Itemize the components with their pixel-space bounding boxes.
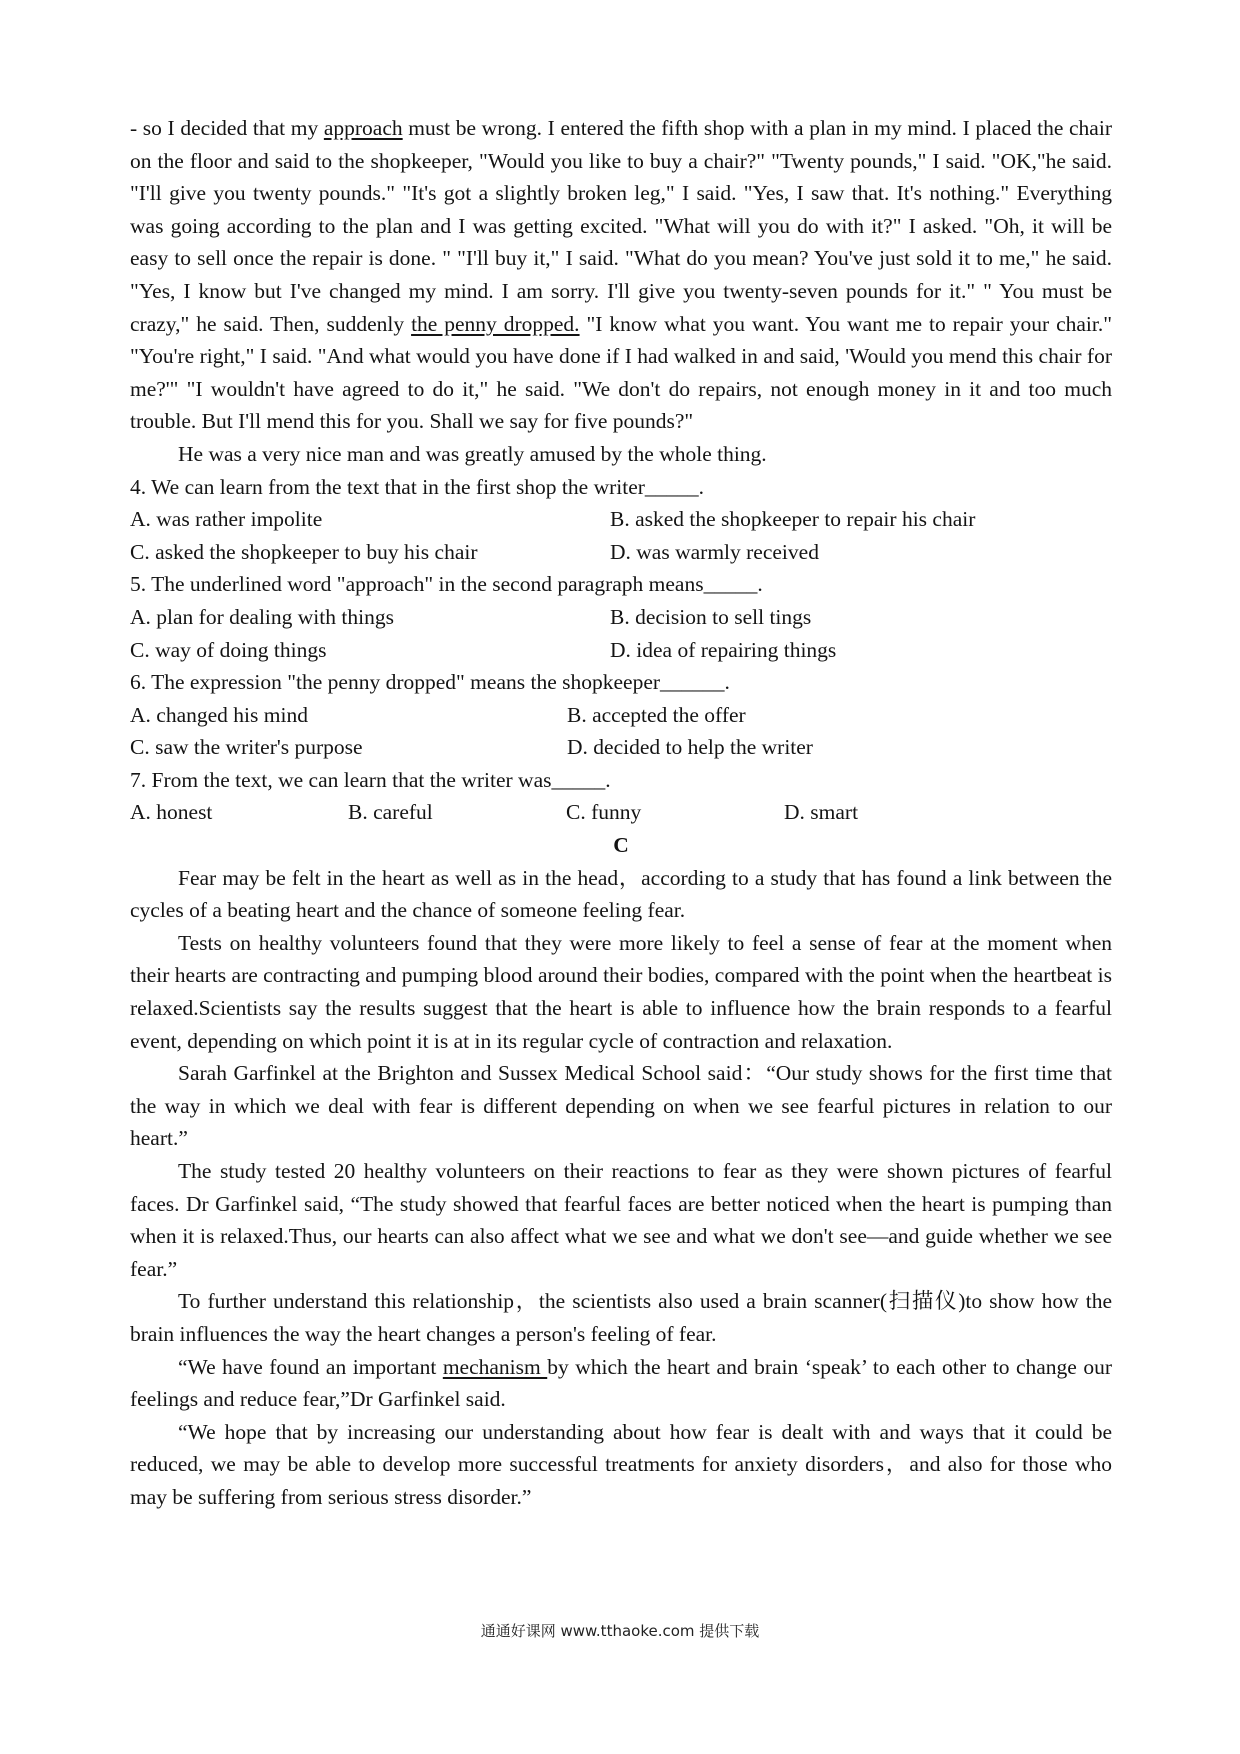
question-5-options-row2 (130, 634, 1112, 667)
underlined-word-mechanism: mechanism (442, 1354, 548, 1379)
question-5-options-row1 (130, 601, 1112, 634)
option-a: A. plan for dealing with things (130, 604, 394, 629)
question-6-options-row2 (130, 731, 1112, 764)
passage-c-paragraph-4: The study tested 20 healthy volunteers on their reactions to fear as they were shown pictures of fearful faces. Dr Garfinkel said, “The study showed that fearful faces are better noticed when the heart is pumping than when it is relaxed.Thus, our hearts can also affect what we see and what we don't see—and guide whether we see fear.” (130, 1159, 1112, 1281)
question-4-stem: 4. We can learn from the text that in the first shop the writer_____. (130, 474, 705, 499)
question-5-stem: 5. The underlined word "approach" in the second paragraph means_____. (130, 572, 763, 597)
underlined-word-approach: approach (323, 116, 403, 140)
question-4-options-row1 (130, 503, 1112, 536)
option-c: C. saw the writer's purpose (130, 735, 363, 760)
option-a: A. honest (130, 800, 213, 825)
option-c: C. asked the shopkeeper to buy his chair (130, 539, 478, 564)
story-paragraph-end: - so I decided that my approach must be wrong. I entered the fifth shop with a plan in my mind. I placed the chair on the floor and said to the shopkeeper, "Would you like to buy a chair?" "Twenty pounds," I said. "OK,"he said. "I'll give you twenty pounds." "It's got a slightly broken leg," I said. "Yes, I saw that. It's nothing." Everything was going according to the plan and I was getting excited. "What will you do with it?" I asked. "Oh, it will be easy to sell once the repair is done. " "I'll buy it," I said. "What do you mean? You've just sold it to me," he said. "Yes, I know but I've changed my mind. I am sorry. I'll give you twenty-seven pounds for it." " You must be crazy," he said. Then, suddenly the penny dropped. "I know what you want. You want me to repair your chair." "You're right," I said. "And what would you have done if I had walked in and said, 'Would you mend this chair for me?'" "I wouldn't have agreed to do it," he said. "We don't do repairs, not enough money in it and too much trouble. But I'll mend this for you. Shall we say for five pounds?" (130, 116, 1112, 434)
option-b: B. asked the shopkeeper to repair his chair (610, 507, 976, 532)
passage-c-paragraph-7: “We hope that by increasing our understanding about how fear is dealt with and ways that it could be reduced, we may be able to develop more successful treatments for anxiety disorders，and also for those who may be suffering from serious stress disorder.” (130, 1419, 1112, 1509)
passage-c-paragraph-2: Tests on healthy volunteers found that they were more likely to feel a sense of fear at the moment when their hearts are contracting and pumping blood around their bodies, compared with the point when the heartbeat is relaxed.Scientists say the results suggest that the heart is able to influence how the brain responds to a fearful event, depending on which point it is at in its regular cycle of contraction and relaxation. (130, 930, 1112, 1053)
passage-c-paragraph-1: Fear may be felt in the heart as well as in the head，according to a study that has found a link between the cycles of a beating heart and the chance of someone feeling fear. (130, 865, 1112, 923)
story-closing-paragraph: He was a very nice man and was greatly amused by the whole thing. (178, 441, 767, 466)
option-d: D. idea of repairing things (610, 637, 837, 662)
option-d: D. was warmly received (610, 539, 819, 564)
question-6-options-row1 (130, 699, 1112, 732)
option-d: D. smart (784, 800, 859, 825)
option-c: C. way of doing things (130, 637, 327, 662)
option-d: D. decided to help the writer (567, 735, 813, 760)
option-b: B. careful (348, 800, 433, 825)
passage-c-paragraph-5: To further understand this relationship，the scientists also used a brain scanner(扫描仪)to show how the brain influences the way the heart changes a person's feeling of fear. (130, 1289, 1112, 1346)
option-a: A. was rather impolite (130, 507, 323, 532)
option-b: B. accepted the offer (567, 702, 746, 727)
option-c: C. funny (566, 800, 642, 825)
passage-c-paragraph-6: “We have found an important mechanism by which the heart and brain ‘speak’ to each other to change our feelings and reduce fear,”Dr Garfinkel said. (130, 1354, 1112, 1412)
option-b: B. decision to sell tings (610, 604, 812, 629)
question-6-stem: 6. The expression "the penny dropped" means the shopkeeper______. (130, 670, 730, 695)
option-a: A. changed his mind (130, 702, 308, 727)
underlined-phrase-penny-dropped: the penny dropped. (411, 311, 580, 336)
question-7-stem: 7. From the text, we can learn that the writer was_____. (130, 767, 611, 792)
passage-c-paragraph-3: Sarah Garfinkel at the Brighton and Sussex Medical School said：“Our study shows for the first time that the way in which we deal with fear is different depending on when we see fearful pictures in relation to our heart.” (130, 1061, 1112, 1151)
question-7-options (130, 796, 1112, 829)
page-footer: 通通好课网 www.tthaoke.com 提供下载 (480, 1622, 760, 1640)
question-4-options-row2 (130, 536, 1112, 569)
section-heading-c: C (613, 833, 629, 858)
document-page (130, 112, 1112, 1514)
